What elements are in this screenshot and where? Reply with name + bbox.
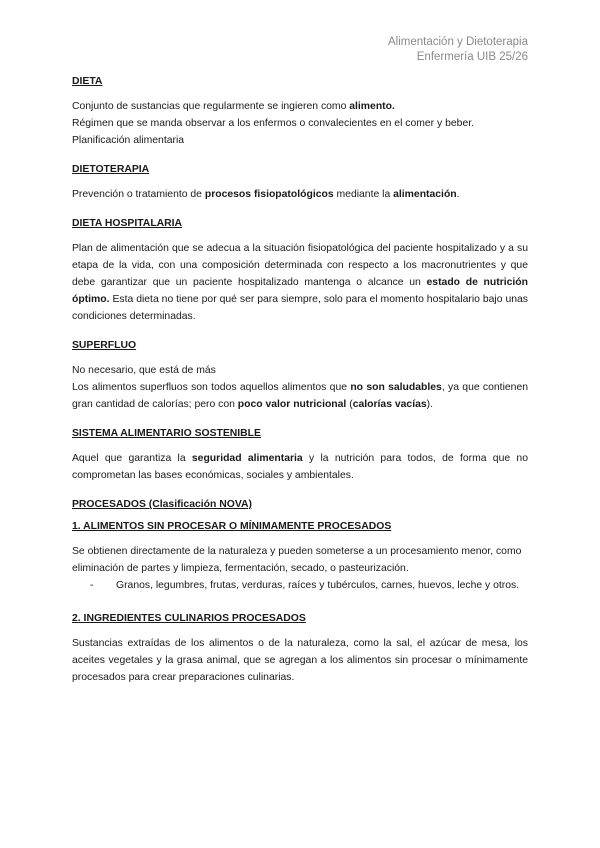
heading-dieta-hospitalaria: DIETA HOSPITALARIA xyxy=(72,218,183,229)
text: y la nutrición para todos, de forma que no comprometan las bases económicas, sociales y ambientales. xyxy=(72,453,528,481)
paragraph: Régimen que se manda observar a los enfermos o convalecientes en el comer y beber. xyxy=(72,118,474,129)
text: ( xyxy=(346,399,353,410)
dash-bullet: - xyxy=(90,580,94,591)
bold-text: calorías vacías xyxy=(352,399,427,410)
text: ). xyxy=(426,399,433,410)
paragraph xyxy=(72,186,528,203)
text: Esta dieta no tiene por qué ser para siempre, solo para el momento hospitalario bajo unas condiciones determinadas. xyxy=(72,294,528,322)
header-course: Alimentación y Dietoterapia xyxy=(388,36,528,48)
bold-text: no son saludables xyxy=(350,382,442,393)
header-institution: Enfermería UIB 25/26 xyxy=(416,51,528,63)
paragraph xyxy=(72,379,528,413)
heading-sistema-sostenible: SISTEMA ALIMENTARIO SOSTENIBLE xyxy=(72,428,261,439)
heading-procesados: PROCESADOS (Clasificación NOVA) xyxy=(72,499,252,510)
document-body xyxy=(72,73,528,686)
text: Aquel que garantiza la xyxy=(72,453,192,464)
text: Prevención o tratamiento de xyxy=(72,189,205,200)
list-item xyxy=(72,577,528,594)
paragraph: No necesario, que está de más xyxy=(72,365,216,376)
text: Conjunto de sustancias que regularmente se ingieren como xyxy=(72,101,350,112)
heading-dieta: DIETA xyxy=(72,76,103,87)
text: Los alimentos superfluos son todos aquellos alimentos que xyxy=(72,382,351,393)
paragraph xyxy=(72,240,528,325)
paragraph: Planificación alimentaria xyxy=(72,135,185,146)
bold-text: seguridad alimentaria xyxy=(191,453,303,464)
subheading-grupo-1: 1. ALIMENTOS SIN PROCESAR O MÍNIMAMENTE PROCESADOS xyxy=(72,521,392,532)
paragraph: Sustancias extraídas de los alimentos o de la naturaleza, como la sal, el azúcar de mesa, los aceites vegetales y la grasa animal, que se agregan a los alimentos sin procesar o mínimamente procesados para crear preparaciones culinarias. xyxy=(72,638,528,683)
text: Granos, legumbres, frutas, verduras, raíces y tubérculos, carnes, huevos, leche y otros. xyxy=(116,580,520,591)
text: Plan de alimentación que se adecua a la situación fisiopatológica del paciente hospitalizado y a su etapa de la vida, con una composición determinada con respecto a los macronutrientes y que debe garantizar que un paciente hospitalizado mantenga o alcance un xyxy=(72,243,528,288)
text: mediante la xyxy=(333,189,394,200)
paragraph xyxy=(72,450,528,484)
text: . xyxy=(456,189,460,200)
bold-text: poco valor nutricional xyxy=(237,399,347,410)
paragraph: Se obtienen directamente de la naturaleza y pueden someterse a un procesamiento menor, como eliminación de partes y limpieza, fermentación, secado, o pasteurización. xyxy=(72,546,522,574)
paragraph xyxy=(72,98,528,115)
bold-text: procesos fisiopatológicos xyxy=(204,189,334,200)
text: , ya que contienen gran cantidad de calorías; pero con xyxy=(72,382,528,410)
bold-text: estado de nutrición óptimo. xyxy=(72,277,528,305)
subheading-grupo-2: 2. INGREDIENTES CULINARIOS PROCESADOS xyxy=(72,613,306,624)
heading-dietoterapia: DIETOTERAPIA xyxy=(72,164,150,175)
page-header xyxy=(388,35,528,65)
bold-text: alimento. xyxy=(349,101,395,112)
heading-superfluo: SUPERFLUO xyxy=(72,340,137,351)
bold-text: alimentación xyxy=(393,189,457,200)
